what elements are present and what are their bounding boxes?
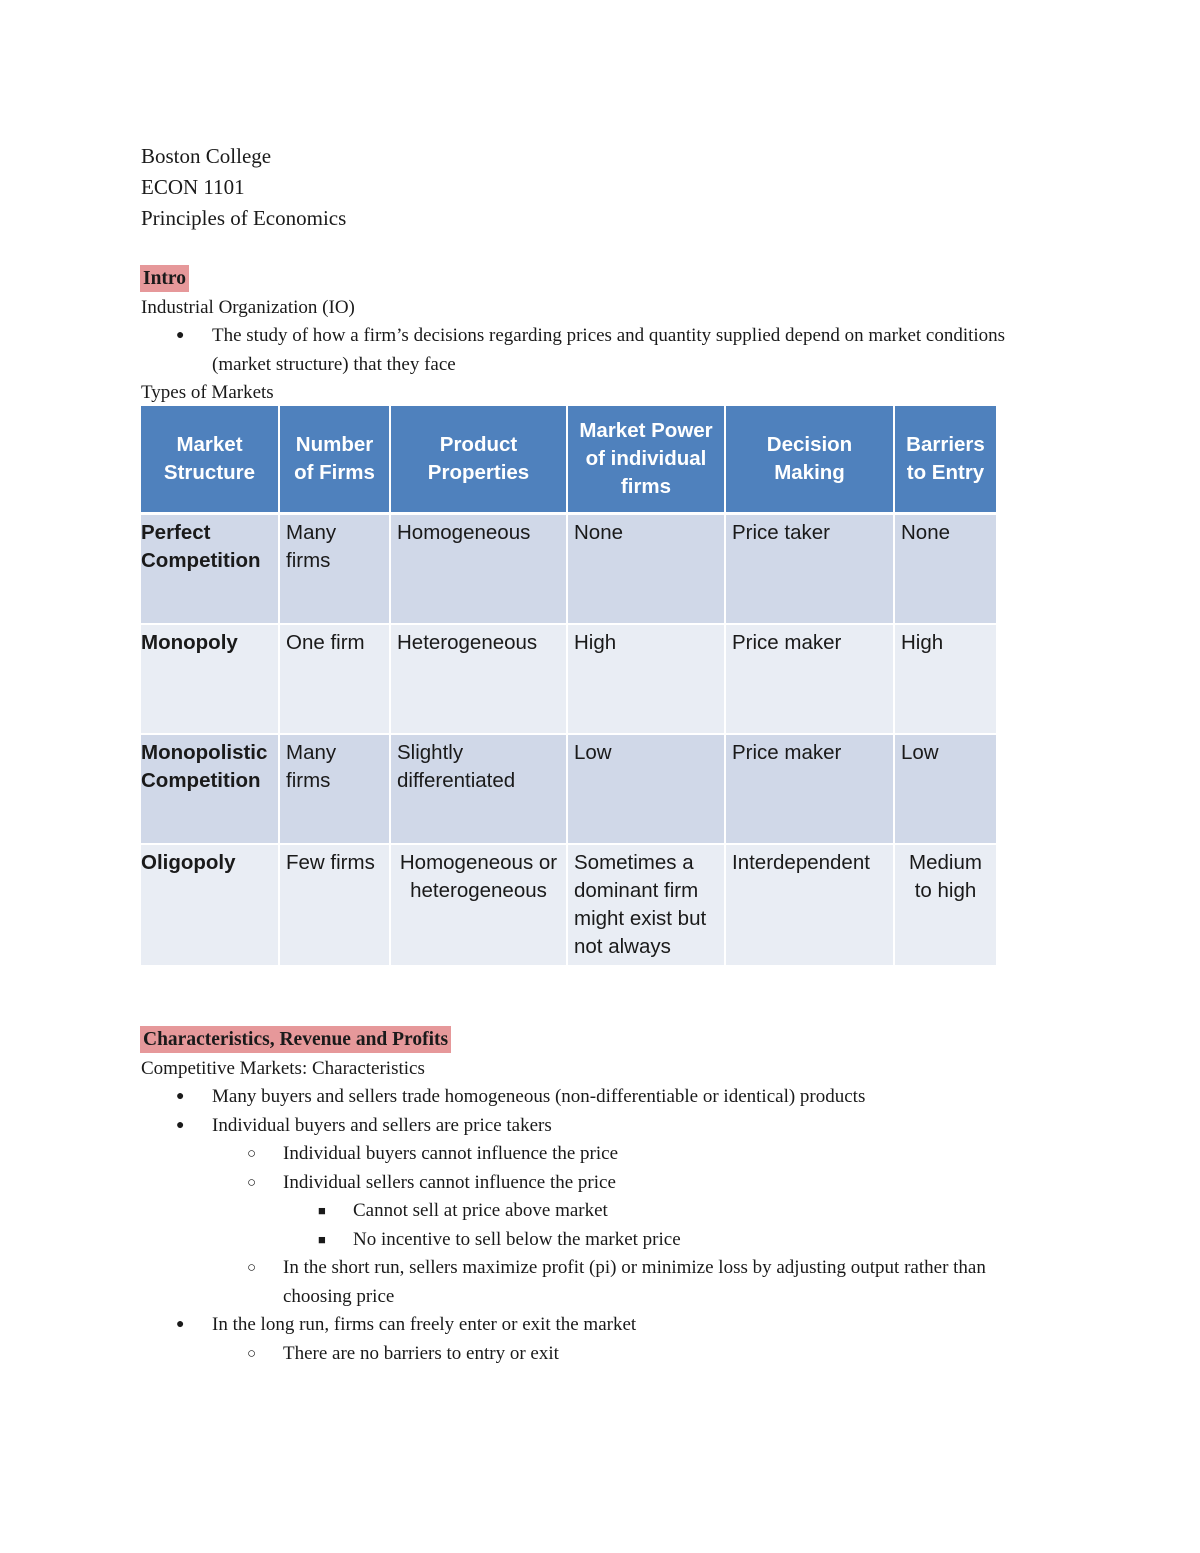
table-cell: One firm (279, 624, 390, 734)
table-cell: Low (894, 734, 997, 844)
intro-heading: Intro (140, 265, 189, 292)
document-header (141, 141, 346, 234)
list-item: ■ Cannot sell at price above market (141, 1197, 1043, 1226)
table-cell: Medium to high (894, 844, 997, 966)
characteristics-subheading: Competitive Markets: Characteristics (141, 1057, 425, 1079)
market-types-table (141, 406, 998, 967)
table-caption: Types of Markets (141, 382, 274, 403)
table-cell: Price maker (725, 624, 894, 734)
header-number-of-firms: Number of Firms (279, 406, 390, 514)
intro-bullet-list (141, 322, 1027, 379)
table-cell: High (567, 624, 725, 734)
list-item: ○ Individual buyers cannot influence the price (141, 1140, 1043, 1169)
table-cell: Sometimes a dominant firm might exist but not always (567, 844, 725, 966)
table-cell: Slightly differentiated (390, 734, 567, 844)
table-cell: Few firms (279, 844, 390, 966)
table-cell: Oligopoly (141, 844, 279, 966)
list-item: ○ In the short run, sellers maximize profit (pi) or minimize loss by adjusting output rather than choosing price (141, 1254, 1043, 1311)
intro-section (141, 265, 1027, 408)
table-cell: Perfect Competition (141, 514, 279, 625)
header-market-power: Market Power of individual firms (567, 406, 725, 514)
list-item: ■ No incentive to sell below the market price (141, 1226, 1043, 1255)
hollow-bullet-icon: ○ (247, 1345, 257, 1362)
list-item: ○ There are no barriers to entry or exit (141, 1340, 1043, 1369)
table-row (141, 844, 997, 966)
characteristics-list (141, 1083, 1043, 1368)
table-cell: Many firms (279, 514, 390, 625)
table-cell: None (894, 514, 997, 625)
table-row (141, 734, 997, 844)
table-cell: Price maker (725, 734, 894, 844)
square-bullet-icon: ■ (318, 1231, 326, 1247)
table-header-row (141, 406, 997, 514)
table-cell: Interdependent (725, 844, 894, 966)
institution-name: Boston College (141, 144, 272, 168)
table-cell: Monopoly (141, 624, 279, 734)
characteristics-section (141, 1026, 1043, 1368)
bullet-icon: ● (176, 1089, 185, 1104)
bullet-icon: ● (176, 1117, 185, 1133)
hollow-bullet-icon: ○ (247, 1260, 257, 1276)
bullet-icon: ● (176, 328, 185, 343)
table-cell: Heterogeneous (390, 624, 567, 734)
table-row (141, 624, 997, 734)
bullet-icon: ● (176, 1317, 185, 1332)
course-code: ECON 1101 (141, 175, 245, 199)
header-market-structure: Market Structure (141, 406, 279, 514)
list-item: ○ Individual sellers cannot influence the price (141, 1169, 1043, 1198)
list-item: ● The study of how a firm’s decisions regarding prices and quantity supplied depend on market conditions (market structure) that they face (141, 322, 1027, 379)
list-item: ● In the long run, firms can freely enter or exit the market (141, 1311, 1043, 1340)
table-cell: Homogeneous or heterogeneous (390, 844, 567, 966)
table-cell: Monopolistic Competition (141, 734, 279, 844)
header-decision-making: Decision Making (725, 406, 894, 514)
table-cell: Homogeneous (390, 514, 567, 625)
list-item: ● Many buyers and sellers trade homogeneous (non-differentiable or identical) products (141, 1083, 1043, 1112)
table-row (141, 514, 997, 625)
hollow-bullet-icon: ○ (247, 1146, 257, 1162)
header-barriers-to-entry: Barriers to Entry (894, 406, 997, 514)
header-product-properties: Product Properties (390, 406, 567, 514)
square-bullet-icon: ■ (318, 1203, 326, 1218)
table-cell: Low (567, 734, 725, 844)
io-topic: Industrial Organization (IO) (141, 296, 355, 318)
table-cell: Many firms (279, 734, 390, 844)
table-cell: High (894, 624, 997, 734)
table-cell: Price taker (725, 514, 894, 625)
course-title: Principles of Economics (141, 206, 347, 230)
table-cell: None (567, 514, 725, 625)
list-item: ● Individual buyers and sellers are price takers (141, 1112, 1043, 1141)
hollow-bullet-icon: ○ (247, 1174, 257, 1191)
characteristics-heading: Characteristics, Revenue and Profits (140, 1026, 451, 1053)
